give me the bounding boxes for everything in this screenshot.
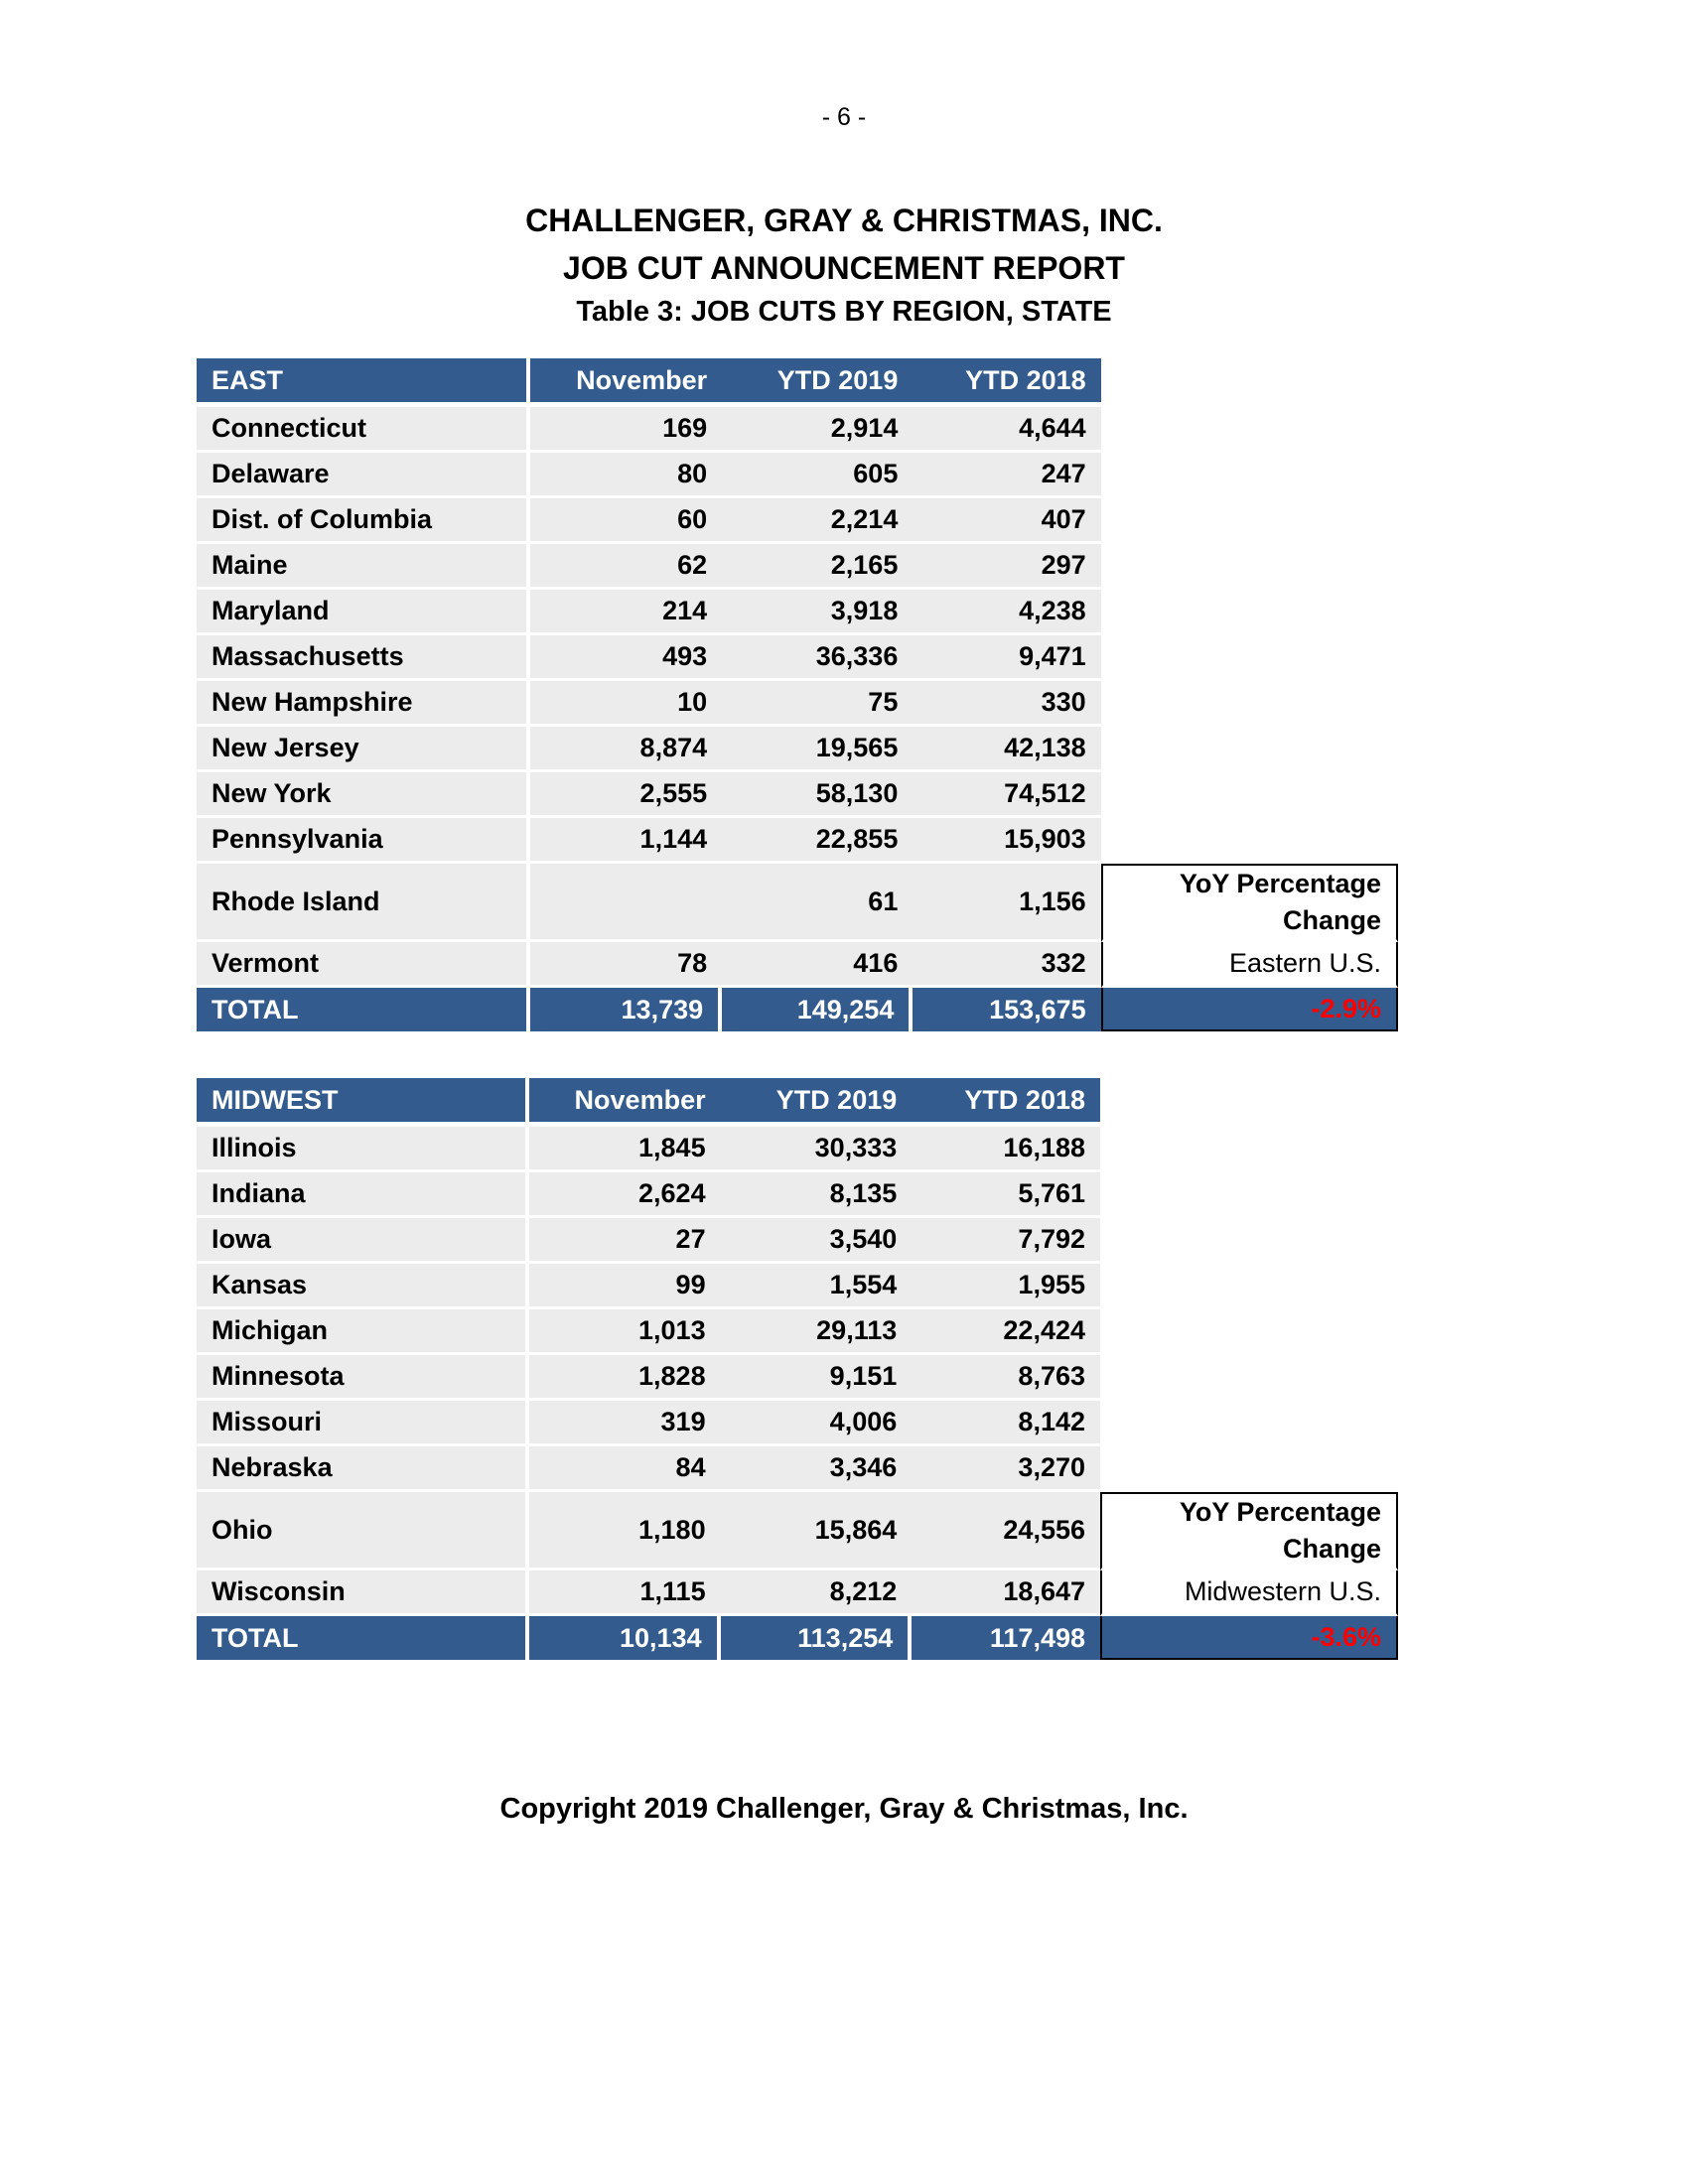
november-value: 2,555	[530, 772, 722, 818]
midwest-ytd2018-header: YTD 2018	[912, 1078, 1100, 1127]
table-row	[197, 1264, 1398, 1309]
november-value: 1,144	[530, 818, 722, 864]
east-total-label: TOTAL	[197, 988, 530, 1031]
east-yoy-value: -2.9%	[1101, 988, 1398, 1031]
table-row	[197, 1218, 1398, 1264]
table-row	[197, 1355, 1398, 1401]
november-value: 1,180	[529, 1492, 721, 1570]
november-value: 319	[529, 1401, 721, 1446]
ytd2018-value: 407	[913, 498, 1100, 544]
midwest-november-header: November	[529, 1078, 721, 1127]
yoy-empty-cell	[1101, 590, 1398, 635]
ytd2019-value: 15,864	[721, 1492, 913, 1570]
ytd2019-value: 75	[722, 681, 913, 727]
ytd2019-value: 58,130	[722, 772, 913, 818]
midwest-region-header: MIDWEST	[197, 1078, 529, 1127]
midwest-yoy-value: -3.6%	[1100, 1616, 1398, 1660]
state-name: Connecticut	[197, 407, 530, 453]
november-value: 493	[530, 635, 722, 681]
ytd2018-value: 4,644	[913, 407, 1100, 453]
state-name: Minnesota	[197, 1355, 529, 1401]
ytd2018-value: 330	[913, 681, 1100, 727]
ytd2019-value: 416	[722, 942, 913, 988]
ytd2019-value: 2,214	[722, 498, 913, 544]
ytd2018-value: 297	[913, 544, 1100, 590]
yoy-empty-cell	[1100, 1309, 1398, 1355]
east-november-header: November	[530, 358, 722, 407]
ytd2018-value: 3,270	[912, 1446, 1100, 1492]
report-title: JOB CUT ANNOUNCEMENT REPORT	[563, 250, 1125, 286]
ytd2019-value: 61	[722, 864, 913, 942]
november-value: 99	[529, 1264, 721, 1309]
november-value: 1,828	[529, 1355, 721, 1401]
yoy-empty-cell	[1101, 772, 1398, 818]
november-value: 1,013	[529, 1309, 721, 1355]
table-row	[197, 772, 1398, 818]
november-value	[530, 864, 722, 942]
november-value: 60	[530, 498, 722, 544]
table-row	[197, 681, 1398, 727]
state-name: Vermont	[197, 942, 530, 988]
state-name: Delaware	[197, 453, 530, 498]
ytd2019-value: 3,918	[722, 590, 913, 635]
state-name: Rhode Island	[197, 864, 530, 942]
november-value: 1,115	[529, 1570, 721, 1616]
midwest-ytd2019-header: YTD 2019	[721, 1078, 913, 1127]
table-row	[197, 1570, 1398, 1616]
ytd2019-value: 2,914	[722, 407, 913, 453]
yoy-empty-cell	[1101, 407, 1398, 453]
table-row	[197, 942, 1398, 988]
table-row	[197, 1401, 1398, 1446]
table-row	[197, 498, 1398, 544]
ytd2019-value: 8,212	[721, 1570, 913, 1616]
ytd2019-value: 30,333	[721, 1127, 913, 1172]
state-name: Wisconsin	[197, 1570, 529, 1616]
ytd2018-value: 18,647	[912, 1570, 1100, 1616]
yoy-empty-cell	[1100, 1172, 1398, 1218]
midwest-total-ytd2019: 113,254	[721, 1616, 913, 1660]
yoy-heading	[1100, 1492, 1398, 1570]
state-name: New Jersey	[197, 727, 530, 772]
ytd2019-value: 3,346	[721, 1446, 913, 1492]
ytd2018-value: 16,188	[912, 1127, 1100, 1172]
ytd2018-value: 8,142	[912, 1401, 1100, 1446]
table-row	[197, 1446, 1398, 1492]
company-title: CHALLENGER, GRAY & CHRISTMAS, INC.	[525, 203, 1163, 238]
state-name: Missouri	[197, 1401, 529, 1446]
november-value: 27	[529, 1218, 721, 1264]
east-yoy-spacer	[1101, 358, 1398, 407]
copyright: Copyright 2019 Challenger, Gray & Christmas, Inc.	[499, 1793, 1189, 1825]
yoy-empty-cell	[1100, 1401, 1398, 1446]
yoy-heading-line1: YoY Percentage	[1179, 1497, 1381, 1527]
yoy-empty-cell	[1100, 1218, 1398, 1264]
november-value: 78	[530, 942, 722, 988]
ytd2018-value: 74,512	[913, 772, 1100, 818]
table-row	[197, 727, 1398, 772]
table-row	[197, 453, 1398, 498]
state-name: Nebraska	[197, 1446, 529, 1492]
yoy-empty-cell	[1101, 818, 1398, 864]
midwest-total-row	[197, 1616, 1398, 1660]
ytd2018-value: 24,556	[912, 1492, 1100, 1570]
yoy-region-label: Midwestern U.S.	[1100, 1570, 1398, 1616]
table-row	[197, 1309, 1398, 1355]
page-number: - 6 -	[821, 103, 867, 131]
table-row	[197, 864, 1398, 942]
yoy-empty-cell	[1101, 681, 1398, 727]
ytd2018-value: 42,138	[913, 727, 1100, 772]
yoy-empty-cell	[1101, 498, 1398, 544]
yoy-empty-cell	[1101, 544, 1398, 590]
state-name: Dist. of Columbia	[197, 498, 530, 544]
state-name: Kansas	[197, 1264, 529, 1309]
ytd2018-value: 7,792	[912, 1218, 1100, 1264]
november-value: 2,624	[529, 1172, 721, 1218]
november-value: 214	[530, 590, 722, 635]
east-ytd2019-header: YTD 2019	[722, 358, 913, 407]
state-name: New Hampshire	[197, 681, 530, 727]
yoy-empty-cell	[1100, 1446, 1398, 1492]
ytd2019-value: 36,336	[722, 635, 913, 681]
east-total-row	[197, 988, 1398, 1031]
midwest-total-ytd2018: 117,498	[912, 1616, 1100, 1660]
state-name: Massachusetts	[197, 635, 530, 681]
yoy-heading-line2: Change	[1282, 1534, 1381, 1564]
ytd2019-value: 605	[722, 453, 913, 498]
november-value: 169	[530, 407, 722, 453]
east-region-header: EAST	[197, 358, 530, 407]
yoy-heading-line2: Change	[1282, 905, 1381, 935]
ytd2019-value: 8,135	[721, 1172, 913, 1218]
midwest-total-november: 10,134	[529, 1616, 721, 1660]
ytd2019-value: 4,006	[721, 1401, 913, 1446]
ytd2018-value: 4,238	[913, 590, 1100, 635]
midwest-header-row	[197, 1078, 1398, 1127]
east-region-table	[197, 358, 1398, 1031]
ytd2018-value: 5,761	[912, 1172, 1100, 1218]
state-name: Iowa	[197, 1218, 529, 1264]
east-total-ytd2019: 149,254	[722, 988, 913, 1031]
table-title: Table 3: JOB CUTS BY REGION, STATE	[576, 296, 1112, 328]
table-row	[197, 635, 1398, 681]
yoy-empty-cell	[1100, 1127, 1398, 1172]
yoy-empty-cell	[1100, 1355, 1398, 1401]
table-row	[197, 1492, 1398, 1570]
yoy-heading-line1: YoY Percentage	[1179, 869, 1381, 898]
state-name: Michigan	[197, 1309, 529, 1355]
east-total-november: 13,739	[530, 988, 722, 1031]
state-name: Indiana	[197, 1172, 529, 1218]
state-name: Maryland	[197, 590, 530, 635]
november-value: 62	[530, 544, 722, 590]
state-name: New York	[197, 772, 530, 818]
midwest-yoy-spacer	[1100, 1078, 1398, 1127]
ytd2019-value: 29,113	[721, 1309, 913, 1355]
ytd2018-value: 22,424	[912, 1309, 1100, 1355]
east-ytd2018-header: YTD 2018	[913, 358, 1100, 407]
november-value: 10	[530, 681, 722, 727]
ytd2018-value: 8,763	[912, 1355, 1100, 1401]
ytd2018-value: 9,471	[913, 635, 1100, 681]
east-table	[197, 358, 1398, 1031]
november-value: 8,874	[530, 727, 722, 772]
east-total-ytd2018: 153,675	[913, 988, 1100, 1031]
ytd2018-value: 332	[913, 942, 1100, 988]
ytd2019-value: 19,565	[722, 727, 913, 772]
table-row	[197, 407, 1398, 453]
november-value: 84	[529, 1446, 721, 1492]
east-header-row	[197, 358, 1398, 407]
midwest-region-table	[197, 1078, 1398, 1660]
yoy-empty-cell	[1101, 453, 1398, 498]
midwest-total-label: TOTAL	[197, 1616, 529, 1660]
ytd2018-value: 247	[913, 453, 1100, 498]
november-value: 80	[530, 453, 722, 498]
yoy-heading	[1101, 864, 1398, 942]
state-name: Pennsylvania	[197, 818, 530, 864]
ytd2019-value: 3,540	[721, 1218, 913, 1264]
table-row	[197, 1127, 1398, 1172]
ytd2019-value: 22,855	[722, 818, 913, 864]
yoy-empty-cell	[1100, 1264, 1398, 1309]
midwest-table	[197, 1078, 1398, 1660]
ytd2018-value: 1,156	[913, 864, 1100, 942]
yoy-empty-cell	[1101, 635, 1398, 681]
ytd2019-value: 1,554	[721, 1264, 913, 1309]
state-name: Ohio	[197, 1492, 529, 1570]
state-name: Illinois	[197, 1127, 529, 1172]
yoy-region-label: Eastern U.S.	[1101, 942, 1398, 988]
november-value: 1,845	[529, 1127, 721, 1172]
ytd2019-value: 2,165	[722, 544, 913, 590]
state-name: Maine	[197, 544, 530, 590]
ytd2018-value: 1,955	[912, 1264, 1100, 1309]
ytd2019-value: 9,151	[721, 1355, 913, 1401]
table-row	[197, 544, 1398, 590]
yoy-empty-cell	[1101, 727, 1398, 772]
table-row	[197, 1172, 1398, 1218]
table-row	[197, 818, 1398, 864]
table-row	[197, 590, 1398, 635]
ytd2018-value: 15,903	[913, 818, 1100, 864]
